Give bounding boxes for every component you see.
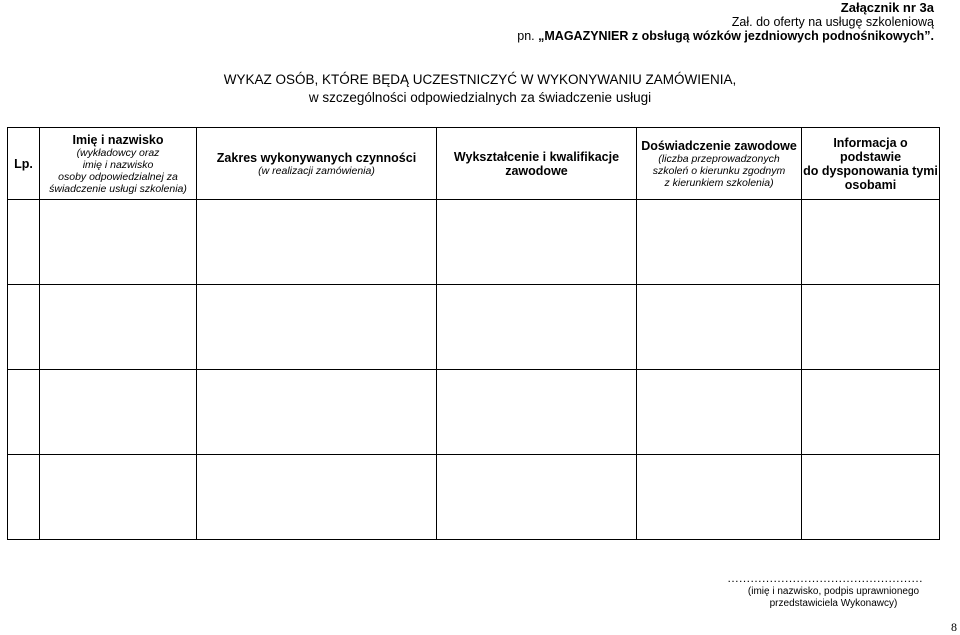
column-scope-note: (w realizacji zamówienia) <box>258 164 375 177</box>
attachment-label: Załącznik nr 3a <box>840 0 934 15</box>
column-scope <box>197 128 437 200</box>
cell-education[interactable] <box>437 200 637 285</box>
cell-disposal-basis[interactable] <box>802 285 940 370</box>
course-prefix: pn. <box>517 29 539 43</box>
cell-lp[interactable] <box>8 455 40 540</box>
cell-experience[interactable] <box>637 200 802 285</box>
signature-line: …………………………………………… <box>727 571 923 585</box>
cell-name[interactable] <box>40 455 197 540</box>
document-title: WYKAZ OSÓB, KTÓRE BĘDĄ UCZESTNICZYĆ W WYKONYWANIU ZAMÓWIENIA, <box>223 72 737 87</box>
cell-name[interactable] <box>40 285 197 370</box>
signature-caption-1: (imię i nazwisko, podpis uprawnionego <box>747 586 920 597</box>
table-header-row <box>8 128 940 200</box>
cell-experience[interactable] <box>637 285 802 370</box>
column-disposal-title-2: do dysponowania tymi <box>803 163 938 178</box>
cell-scope[interactable] <box>197 370 437 455</box>
cell-scope[interactable] <box>197 285 437 370</box>
column-disposal-title-1: Informacja o podstawie <box>833 135 908 164</box>
offer-reference: Zał. do oferty na usługę szkoleniową <box>731 15 934 29</box>
column-experience-title: Doświadczenie zawodowe <box>641 138 797 153</box>
column-experience <box>637 128 802 200</box>
signature-caption-2: przedstawiciela Wykonawcy) <box>769 598 898 609</box>
page-number: 8 <box>951 620 957 634</box>
cell-education[interactable] <box>437 455 637 540</box>
cell-disposal-basis[interactable] <box>802 455 940 540</box>
column-experience-note-2: szkoleń o kierunku zgodnym <box>652 164 786 177</box>
column-name-note-2: imię i nazwisko <box>82 158 154 171</box>
cell-experience[interactable] <box>637 455 802 540</box>
table-row <box>8 455 940 540</box>
table-row <box>8 200 940 285</box>
column-experience-note-3: z kierunkiem szkolenia) <box>664 176 774 189</box>
cell-lp[interactable] <box>8 370 40 455</box>
column-education-title-1: Wykształcenie i kwalifikacje <box>453 149 620 164</box>
column-disposal-title-3: osobami <box>844 177 897 192</box>
cell-name[interactable] <box>40 200 197 285</box>
course-name-line <box>517 29 934 44</box>
column-experience-note-1: (liczba przeprowadzonych <box>658 152 780 165</box>
column-name <box>40 128 197 200</box>
column-name-note-3: osoby odpowiedzialnej za <box>58 170 178 183</box>
cell-lp[interactable] <box>8 200 40 285</box>
column-name-title: Imię i nazwisko <box>72 132 164 147</box>
table-row <box>8 285 940 370</box>
column-scope-title: Zakres wykonywanych czynności <box>216 150 417 165</box>
cell-name[interactable] <box>40 370 197 455</box>
cell-education[interactable] <box>437 285 637 370</box>
cell-disposal-basis[interactable] <box>802 200 940 285</box>
column-education-title-2: zawodowe <box>505 163 568 178</box>
column-lp-label: Lp. <box>14 156 33 171</box>
cell-lp[interactable] <box>8 285 40 370</box>
table-row <box>8 370 940 455</box>
document-subtitle: w szczególności odpowiedzialnych za świadczenie usługi <box>308 90 652 105</box>
cell-experience[interactable] <box>637 370 802 455</box>
column-disposal-basis <box>802 128 940 200</box>
cell-education[interactable] <box>437 370 637 455</box>
persons-table <box>7 127 940 540</box>
column-name-note-4: świadczenie usługi szkolenia) <box>49 182 187 195</box>
column-education <box>437 128 637 200</box>
column-lp <box>8 128 40 200</box>
cell-disposal-basis[interactable] <box>802 370 940 455</box>
course-name: „MAGAZYNIER z obsługą wózków jezdniowych podnośnikowych”. <box>538 29 934 43</box>
cell-scope[interactable] <box>197 200 437 285</box>
column-name-note-1: (wykładowcy oraz <box>76 146 160 159</box>
cell-scope[interactable] <box>197 455 437 540</box>
